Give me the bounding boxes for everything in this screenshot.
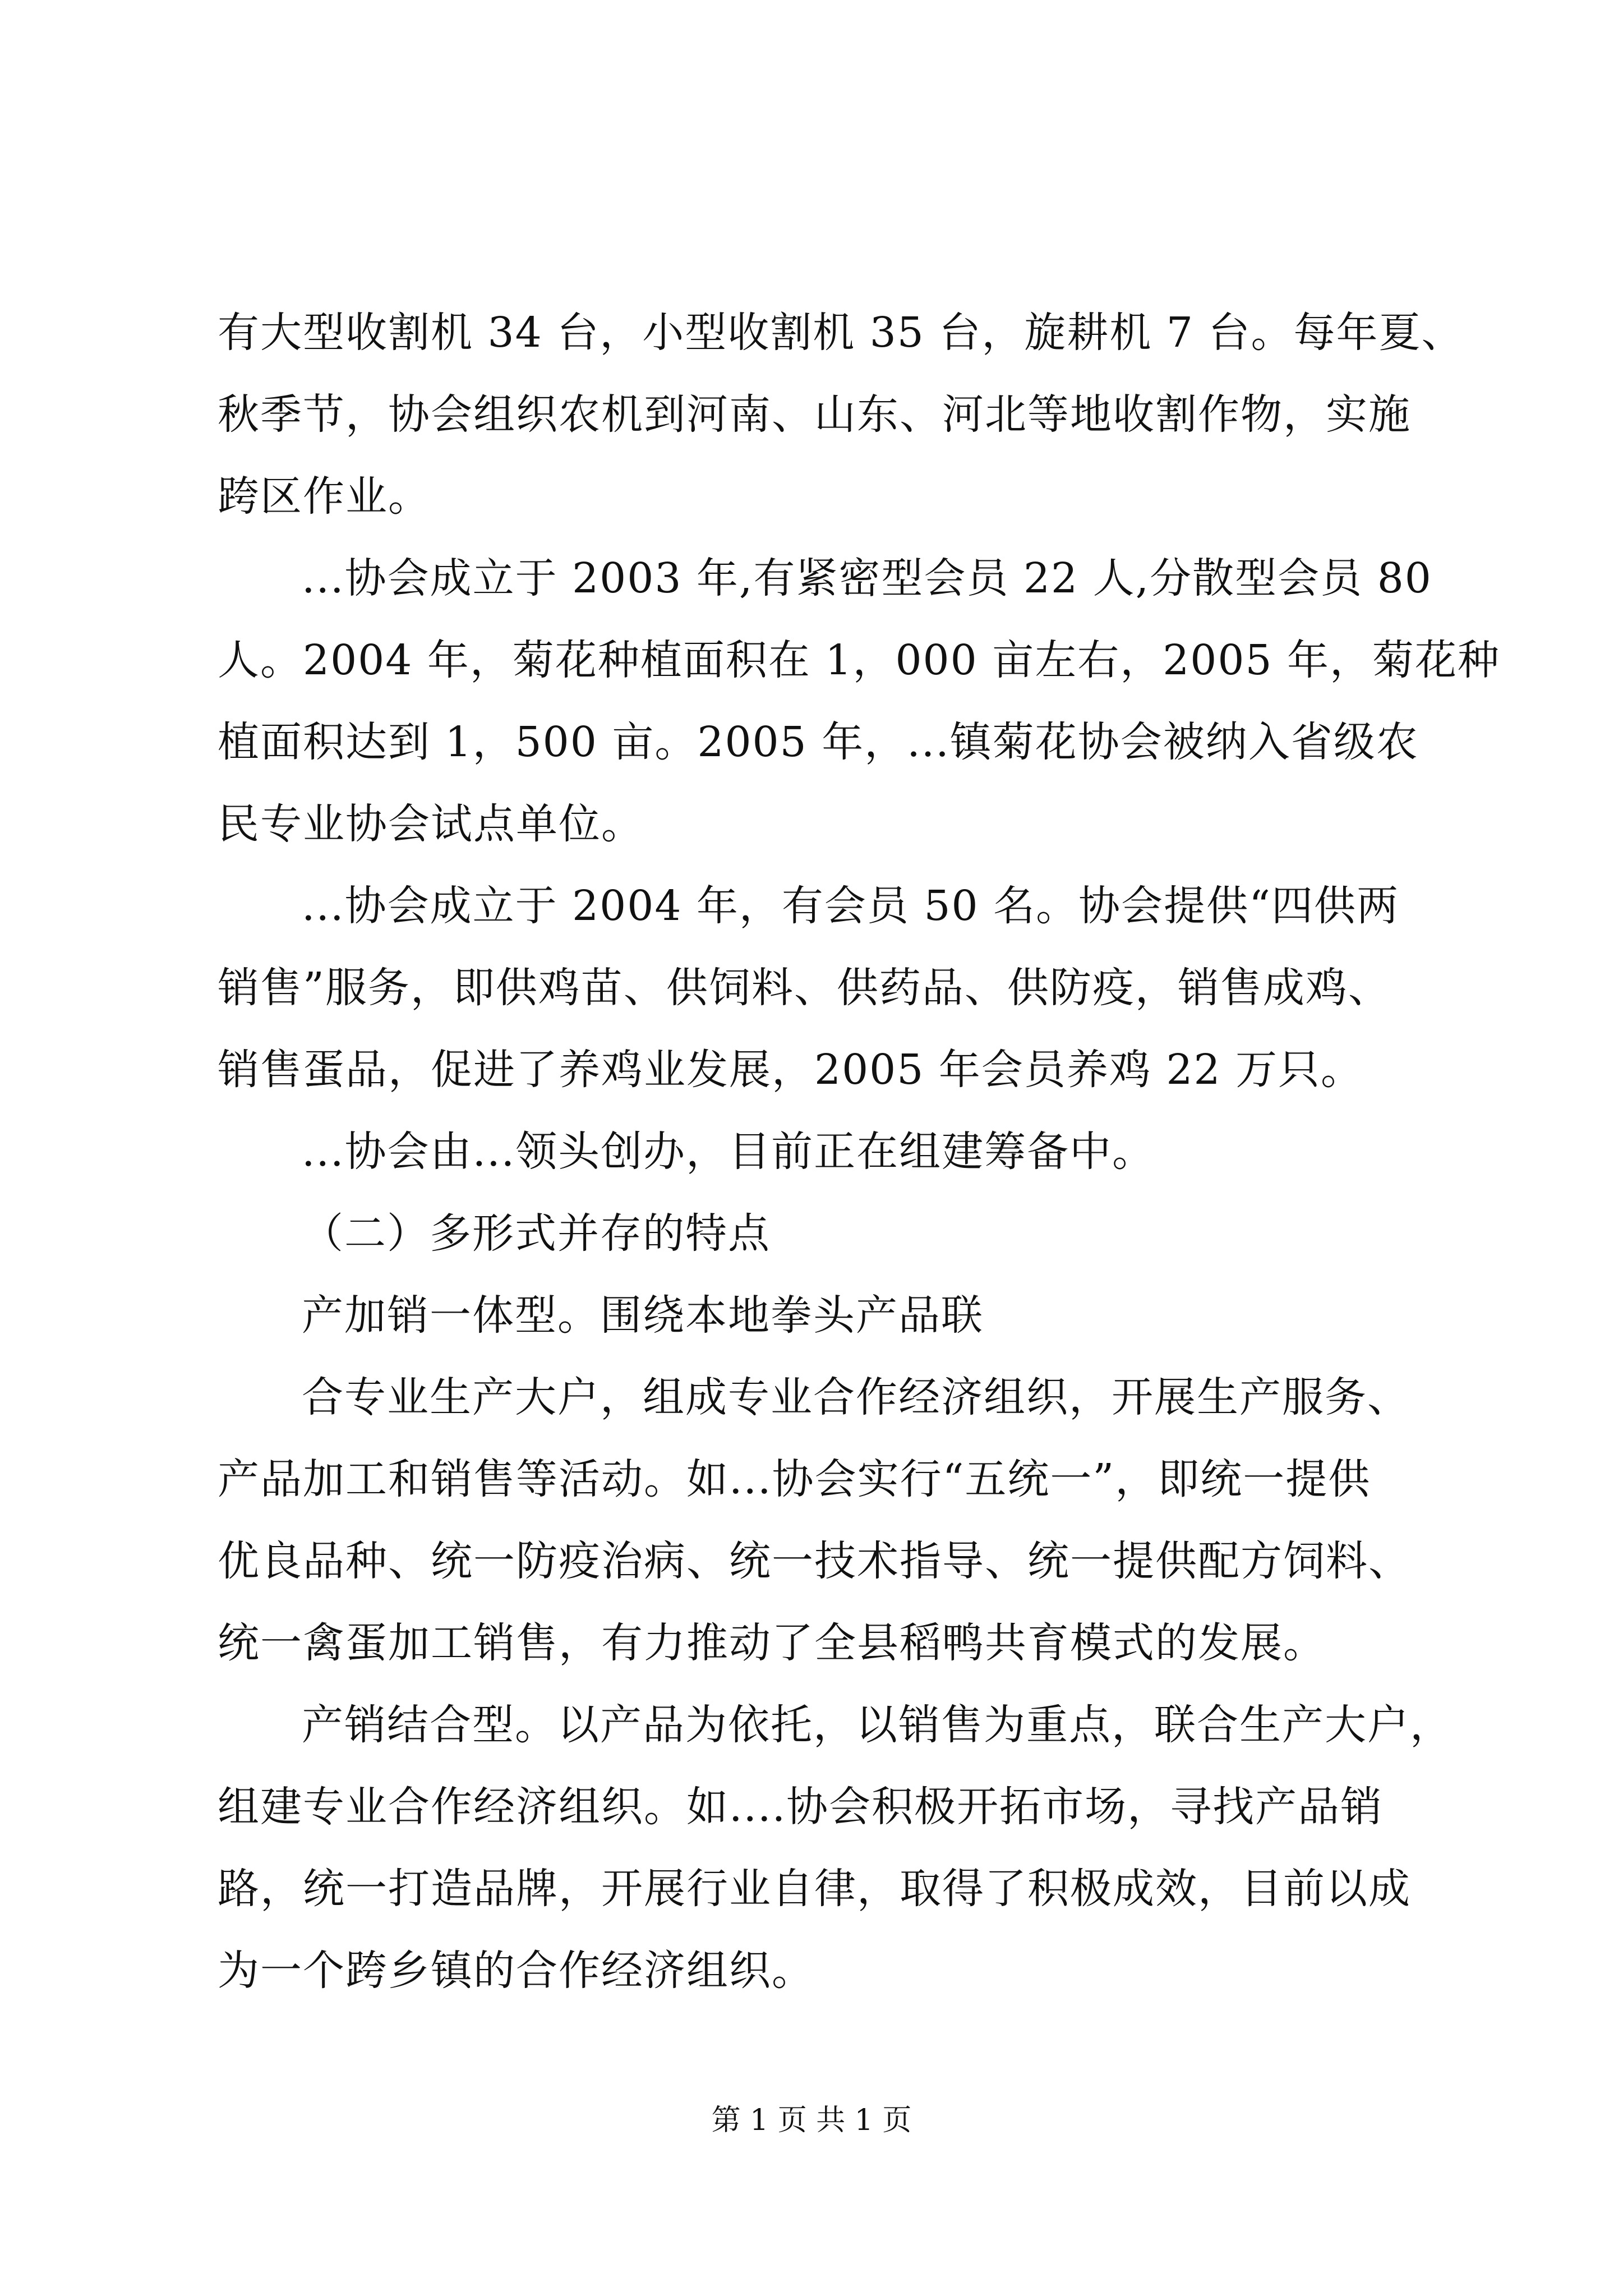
page-footer: 第 1 页 共 1 页 xyxy=(711,2104,912,2137)
paragraph-first-line: 产加销一体型。围绕本地拳头产品联 xyxy=(302,1291,984,1340)
section-heading: （二）多形式并存的特点 xyxy=(302,1209,771,1258)
text-line: 路，统一打造品牌，开展行业自律，取得了积极成效，目前以成 xyxy=(218,1865,1411,1913)
text-line: 跨区作业。 xyxy=(218,472,431,521)
document-body xyxy=(218,292,1501,2012)
text-line: 销售蛋品，促进了养鸡业发展，2005 年会员养鸡 22 万只。 xyxy=(218,1046,1364,1094)
text-line: 民专业协会试点单位。 xyxy=(218,800,644,848)
text-line: 人。2004 年，菊花种植面积在 1，000 亩左右，2005 年，菊花种 xyxy=(218,636,1501,684)
paragraph-first-line: ...协会由...领头创办，目前正在组建筹备中。 xyxy=(302,1128,1155,1176)
paragraph-first-line: 产销结合型。以产品为依托，以销售为重点，联合生产大户， xyxy=(302,1701,1453,1749)
text-line: 秋季节，协会组织农机到河南、山东、河北等地收割作物，实施 xyxy=(218,390,1411,439)
paragraph-first-line: ...协会成立于 2003 年,有紧密型会员 22 人,分散型会员 80 xyxy=(302,554,1432,602)
paragraph-first-line: 合专业生产大户，组成专业合作经济组织，开展生产服务、 xyxy=(302,1373,1410,1421)
text-line: 组建专业合作经济组织。如....协会积极开拓市场，寻找产品销 xyxy=(218,1783,1384,1831)
text-line: 为一个跨乡镇的合作经济组织。 xyxy=(218,1947,814,1995)
text-line: 统一禽蛋加工销售，有力推动了全县稻鸭共育模式的发展。 xyxy=(218,1619,1326,1667)
paragraph-first-line: ...协会成立于 2004 年，有会员 50 名。协会提供“四供两 xyxy=(302,882,1399,930)
text-line: 植面积达到 1，500 亩。2005 年，...镇菊花协会被纳入省级农 xyxy=(218,718,1419,766)
text-line: 产品加工和销售等活动。如...协会实行“五统一”，即统一提供 xyxy=(218,1455,1371,1503)
text-line: 优良品种、统一防疫治病、统一技术指导、统一提供配方饲料、 xyxy=(218,1537,1411,1585)
text-line: 有大型收割机 34 台，小型收割机 35 台，旋耕机 7 台。每年夏、 xyxy=(218,309,1464,357)
text-line: 销售”服务，即供鸡苗、供饲料、供药品、供防疫，销售成鸡、 xyxy=(218,964,1391,1012)
